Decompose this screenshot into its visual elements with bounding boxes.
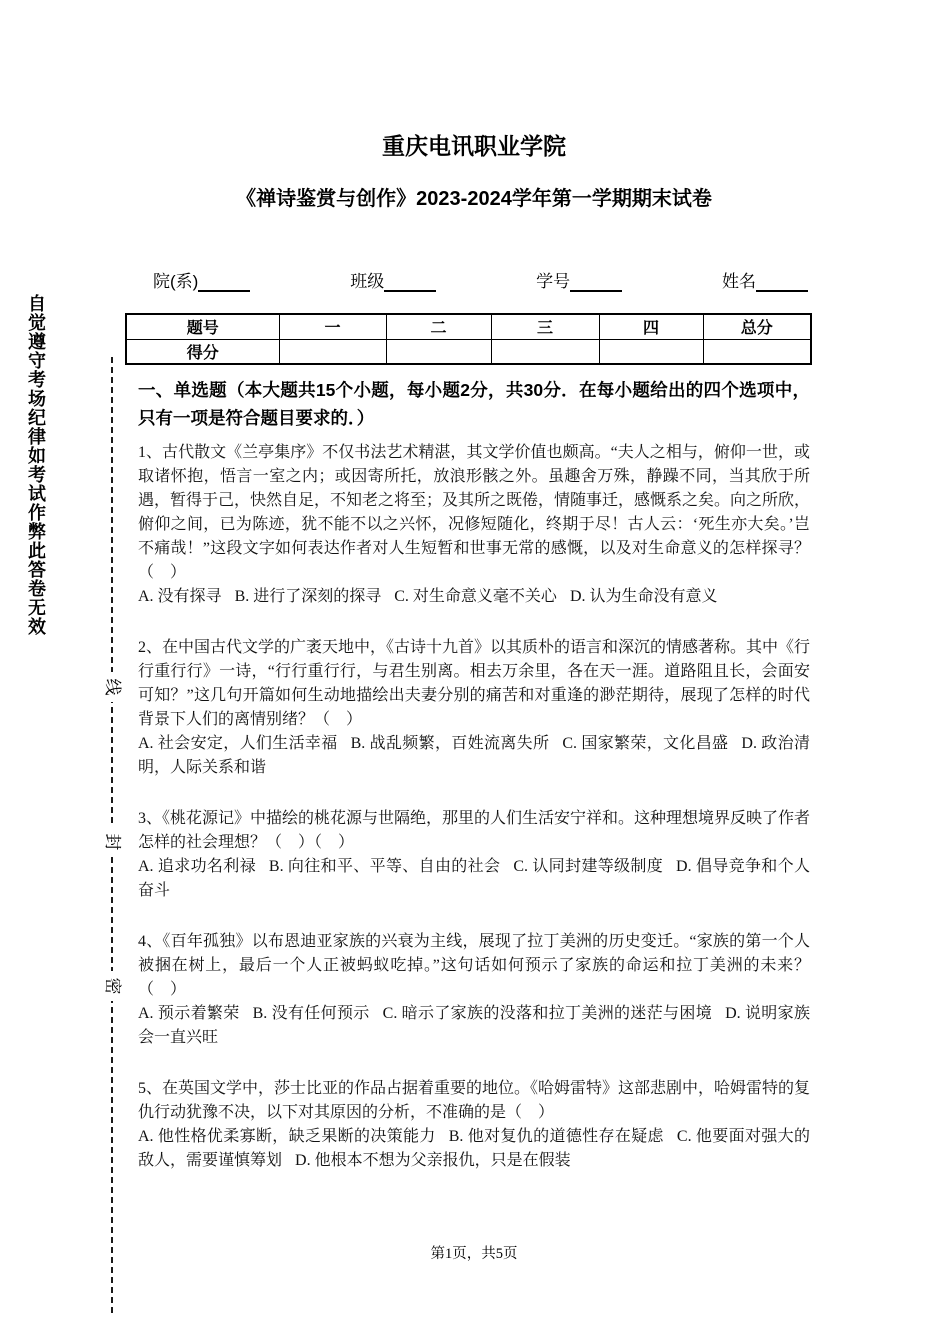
score-table-col-3: 三	[491, 314, 599, 339]
field-class-label: 班级	[350, 272, 385, 291]
question-3-options	[138, 855, 810, 903]
question-3-option-b: B. 向往和平、平等、自由的社会	[268, 858, 501, 875]
question-4-stem: 4、《百年孤独》以布恩迪亚家族的兴衰为主线，展现了拉丁美洲的历史变迁。“家族的第一个人被捆在树上，最后一个人正被蚂蚁吃掉。”这句话如何预示了家族的命运和拉丁美洲的未来？（ ）	[138, 933, 810, 998]
score-table-col-1: 一	[279, 314, 386, 339]
score-table-col-2: 二	[386, 314, 491, 339]
page-footer: 第1页，共5页	[430, 1246, 518, 1262]
question-5-option-a: A. 他性格优柔寡断，缺乏果断的决策能力	[138, 1128, 436, 1145]
question-3-option-c: C. 认同封建等级制度	[513, 858, 664, 875]
question-2	[138, 636, 810, 780]
question-5	[138, 1077, 810, 1173]
seal-char-feng: 封	[97, 827, 127, 857]
question-1	[138, 441, 810, 609]
field-department	[153, 267, 250, 292]
score-cell-3	[491, 339, 599, 364]
section-one-heading: 一、单选题（本大题共15个小题，每小题2分，共30分．在每小题给出的四个选项中，只有一项是符合题目要求的．）	[138, 380, 810, 428]
question-1-option-c: C. 对生命意义毫不关心	[394, 588, 557, 605]
score-table-header-row	[126, 314, 811, 339]
score-cell-4	[599, 339, 703, 364]
question-4-option-a: A. 预示着繁荣	[138, 1005, 240, 1022]
score-cell-1	[279, 339, 386, 364]
question-2-options	[138, 732, 810, 780]
question-4-option-d: D. 说明家族会一直兴旺	[138, 1005, 810, 1046]
exam-content	[138, 132, 810, 1173]
info-fields	[138, 267, 810, 292]
question-2-option-c: C. 国家繁荣，文化昌盛	[562, 735, 729, 752]
question-4-options	[138, 1002, 810, 1050]
field-student-id	[536, 267, 622, 292]
question-1-option-a: A. 没有探寻	[138, 588, 222, 605]
question-4	[138, 930, 810, 1050]
question-5-option-b: B. 他对复仇的道德性存在疑虑	[448, 1128, 664, 1145]
field-class-blank	[384, 276, 436, 292]
question-4-option-c: C. 暗示了家族的没落和拉丁美洲的迷茫与困境	[382, 1005, 713, 1022]
question-2-option-b: B. 战乱频繁，百姓流离失所	[350, 735, 550, 752]
school-name: 重庆电讯职业学院	[382, 133, 566, 159]
score-row-label: 得分	[126, 339, 279, 364]
question-5-option-c: C. 他要面对强大的敌人，需要谨慎筹划	[138, 1128, 810, 1169]
field-department-label: 院(系)	[153, 272, 199, 291]
field-name-label: 姓名	[722, 272, 756, 291]
question-5-option-d: D. 他根本不想为父亲报仇，只是在假装	[295, 1152, 571, 1169]
exam-title: 《禅诗鉴赏与创作》2023-2024学年第一学期期末试卷	[236, 188, 712, 210]
seal-char-xian: 线	[97, 672, 127, 702]
score-table	[125, 313, 812, 365]
question-4-option-b: B. 没有任何预示	[252, 1005, 370, 1022]
field-name	[722, 267, 808, 292]
question-2-stem: 2、在中国古代文学的广袤天地中，《古诗十九首》以其质朴的语言和深沉的情感著称。其中《行行重行行》一诗，“行行重行行，与君生别离。相去万余里，各在天一涯。道路阻且长，会面安可知？”这几句开篇如何生动地描绘出夫妻分别的痛苦和对重逢的渺茫期待，展现了怎样的时代背景下人们的离情别绪？（ ）	[138, 639, 811, 728]
field-student-id-blank	[570, 276, 622, 292]
question-2-option-a: A. 社会安定，人们生活幸福	[138, 735, 338, 752]
score-table-col-4: 四	[599, 314, 703, 339]
field-name-blank	[756, 276, 808, 292]
question-1-option-d: D. 认为生命没有意义	[569, 588, 718, 605]
question-5-options	[138, 1125, 810, 1173]
question-5-stem: 5、在英国文学中，莎士比亚的作品占据着重要的地位。《哈姆雷特》这部悲剧中，哈姆雷特的复仇行动犹豫不决，以下对其原因的分析，不准确的是（ ）	[138, 1080, 811, 1121]
discipline-notice: 自觉遵守考场纪律如考试作弊此答卷无效	[26, 294, 46, 636]
score-table-col-total: 总分	[703, 314, 811, 339]
question-3-option-d: D. 倡导竞争和个人奋斗	[138, 858, 810, 899]
field-student-id-label: 学号	[536, 272, 571, 291]
question-2-option-d: D. 政治清明，人际关系和谐	[138, 735, 810, 776]
question-1-options	[138, 585, 810, 609]
question-3-stem: 3、《桃花源记》中描绘的桃花源与世隔绝，那里的人们生活安宁祥和。这种理想境界反映了作者怎样的社会理想？（ ）（ ）	[138, 810, 811, 851]
question-1-option-b: B. 进行了深刻的探寻	[234, 588, 382, 605]
score-table-col-label: 题号	[126, 314, 279, 339]
score-cell-total	[703, 339, 811, 364]
score-cell-2	[386, 339, 491, 364]
seal-char-mi: 密	[97, 971, 127, 1001]
field-class	[350, 267, 436, 292]
question-3-option-a: A. 追求功名利禄	[138, 858, 256, 875]
question-3	[138, 807, 810, 903]
question-1-stem: 1、古代散文《兰亭集序》不仅书法艺术精湛，其文学价值也颇高。“夫人之相与，俯仰一世，或取诸怀抱，悟言一室之内；或因寄所托，放浪形骸之外。虽趣舍万殊，静躁不同，当其欣于所遇，暂得于己，快然自足，不知老之将至；及其所之既倦，情随事迁，感慨系之矣。向之所欣，俯仰之间，已为陈迹，犹不能不以之兴怀，况修短随化，终期于尽！古人云：‘死生亦大矣。’岂不痛哉！”这段文字如何表达作者对人生短暂和世事无常的感慨，以及对生命意义的怎样探寻？（ ）	[138, 444, 811, 581]
field-department-blank	[198, 276, 250, 292]
score-table-score-row	[126, 339, 811, 364]
